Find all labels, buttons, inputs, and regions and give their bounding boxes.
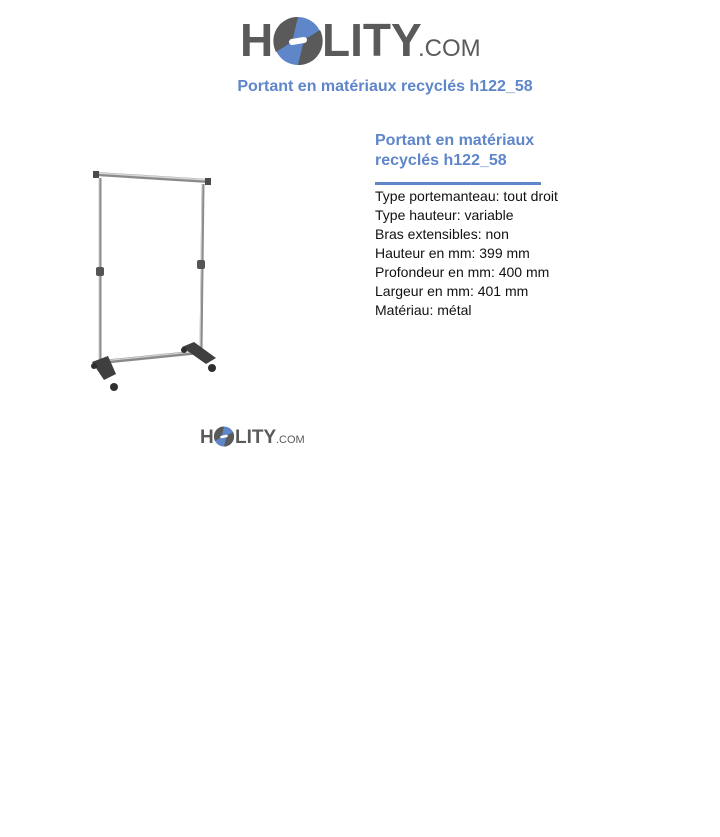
clothes-rack-icon xyxy=(84,166,224,398)
spec-value: non xyxy=(485,226,509,242)
brand-logo[interactable] xyxy=(240,12,482,68)
spec-value: 401 mm xyxy=(477,283,529,299)
spec-label: Bras extensibles xyxy=(375,226,478,242)
product-title: Portant en matériaux recyclés h122_58 xyxy=(375,132,535,169)
logo-suffix-com: .COM xyxy=(276,434,305,446)
spec-row: Bras extensibles: non xyxy=(375,226,509,242)
logo-o-mark xyxy=(273,17,322,65)
spec-value: 400 mm xyxy=(498,264,550,280)
spec-row: Type hauteur: variable xyxy=(375,207,514,223)
product-info xyxy=(375,131,705,320)
spec-value: métal xyxy=(437,302,472,318)
brand-logo-small[interactable] xyxy=(200,424,308,450)
logo-letter-h: H xyxy=(200,427,214,448)
spec-row: Largeur en mm: 401 mm xyxy=(375,283,529,299)
spec-label: Matériau xyxy=(375,302,430,318)
spec-value: variable xyxy=(464,207,514,223)
title-divider xyxy=(375,182,541,185)
spec-row: Profondeur en mm: 400 mm xyxy=(375,264,550,280)
brand-logo-graphic xyxy=(240,12,482,68)
logo-suffix-com: .COM xyxy=(418,35,481,62)
spec-value: tout droit xyxy=(503,188,558,204)
product-image xyxy=(84,166,224,398)
logo-word-lity: LITY xyxy=(322,14,422,66)
spec-value: 399 mm xyxy=(479,245,530,261)
spec-label: Type hauteur xyxy=(375,207,457,223)
spec-row: Matériau: métal xyxy=(375,302,472,318)
logo-o-mark xyxy=(214,426,234,446)
spec-row: Hauteur en mm: 399 mm xyxy=(375,245,530,261)
spec-label: Largeur en mm xyxy=(375,283,470,299)
page-title: Portant en matériaux recyclés h122_58 xyxy=(237,78,533,95)
spec-label: Type portemanteau xyxy=(375,188,496,204)
spec-label: Hauteur en mm xyxy=(375,245,472,261)
spec-label: Profondeur en mm xyxy=(375,264,491,280)
spec-list xyxy=(375,187,705,320)
brand-logo-small-graphic xyxy=(200,424,308,450)
logo-word-lity: LITY xyxy=(235,427,277,448)
spec-row: Type portemanteau: tout droit xyxy=(375,188,558,204)
logo-letter-h: H xyxy=(240,14,274,66)
